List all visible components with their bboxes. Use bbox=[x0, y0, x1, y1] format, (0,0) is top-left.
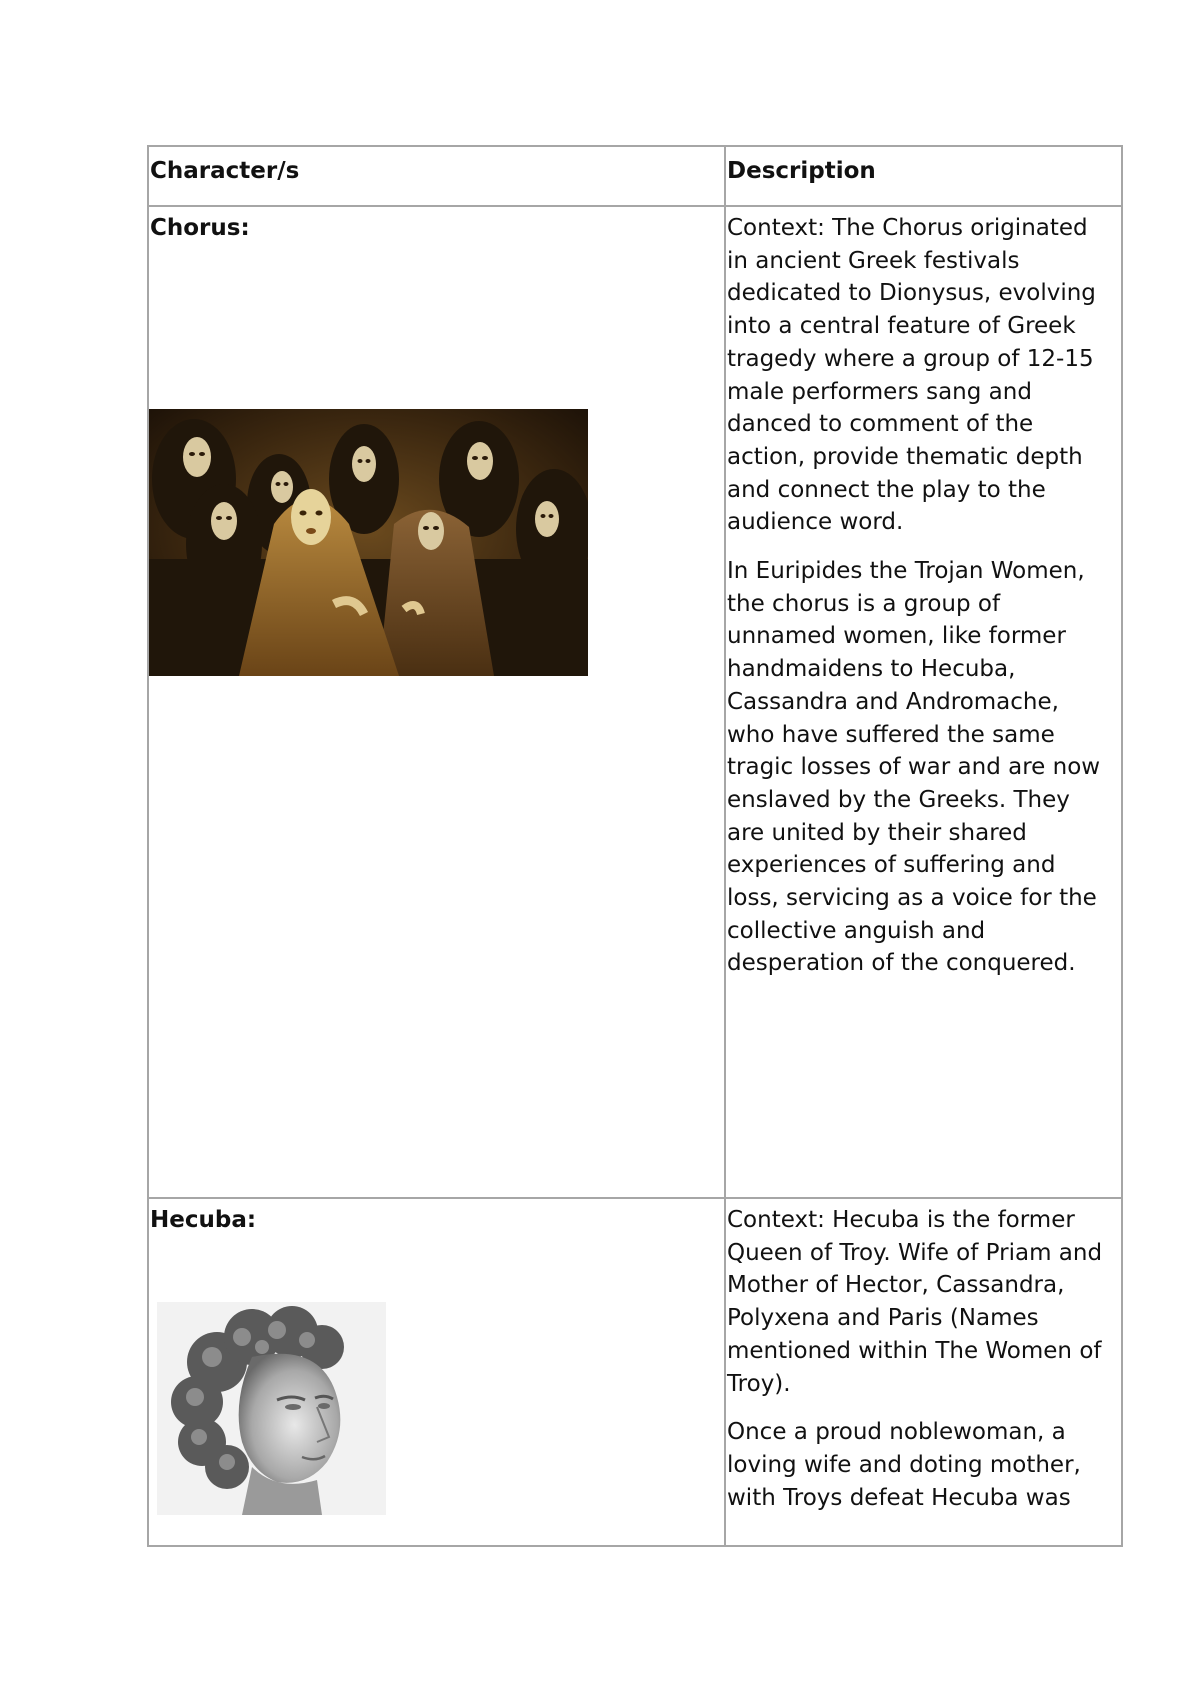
text-line: loss, servicing as a voice for the bbox=[727, 885, 1097, 912]
text-line: audience word. bbox=[727, 509, 904, 536]
text-line: experiences of suffering and bbox=[727, 852, 1056, 879]
text-line: collective anguish and bbox=[727, 917, 986, 944]
text-line: dedicated to Dionysus, evolving bbox=[727, 280, 1096, 307]
chorus-context-paragraph bbox=[727, 212, 1121, 539]
text-line: loving wife and doting mother, bbox=[727, 1451, 1081, 1478]
header-character: Character/s bbox=[150, 158, 300, 184]
row-divider bbox=[149, 1197, 1121, 1199]
text-line: Queen of Troy. Wife of Priam and bbox=[727, 1239, 1103, 1266]
text-line: Context: The Chorus originated bbox=[727, 215, 1088, 241]
text-line: male performers sang and bbox=[727, 378, 1032, 405]
text-line: in ancient Greek festivals bbox=[727, 247, 1020, 274]
text-line: with Troys defeat Hecuba was bbox=[727, 1484, 1071, 1511]
hecuba-photo bbox=[157, 1302, 386, 1515]
text-line: the chorus is a group of bbox=[727, 590, 1001, 617]
column-divider bbox=[724, 147, 726, 1545]
chorus-photo bbox=[149, 409, 588, 676]
text-line: action, provide thematic depth bbox=[727, 443, 1083, 470]
text-line: tragedy where a group of 12-15 bbox=[727, 345, 1094, 372]
text-line: desperation of the conquered. bbox=[727, 950, 1076, 977]
text-line: enslaved by the Greeks. They bbox=[727, 786, 1070, 813]
character-table bbox=[147, 145, 1123, 1547]
hecuba-background-paragraph bbox=[727, 1416, 1121, 1514]
text-line: Mother of Hector, Cassandra, bbox=[727, 1272, 1065, 1299]
text-line: In Euripides the Trojan Women, bbox=[727, 558, 1085, 585]
text-line: Troy). bbox=[727, 1370, 791, 1397]
character-name-hecuba: Hecuba: bbox=[150, 1207, 257, 1233]
text-line: mentioned within The Women of bbox=[727, 1337, 1102, 1364]
character-name-chorus: Chorus: bbox=[150, 215, 250, 241]
chorus-role-paragraph bbox=[727, 555, 1121, 980]
hecuba-description bbox=[727, 1204, 1121, 1514]
row-divider bbox=[149, 205, 1121, 207]
text-line: into a central feature of Greek bbox=[727, 313, 1076, 340]
text-line: Polyxena and Paris (Names bbox=[727, 1305, 1039, 1332]
text-line: unnamed women, like former bbox=[727, 623, 1066, 650]
hecuba-context-paragraph bbox=[727, 1204, 1121, 1400]
text-line: Context: Hecuba is the former bbox=[727, 1207, 1075, 1233]
text-line: Cassandra and Andromache, bbox=[727, 688, 1059, 715]
header-description: Description bbox=[727, 158, 876, 184]
text-line: Once a proud noblewoman, a bbox=[727, 1419, 1066, 1446]
text-line: tragic losses of war and are now bbox=[727, 754, 1101, 781]
text-line: are united by their shared bbox=[727, 819, 1027, 846]
text-line: and connect the play to the bbox=[727, 476, 1046, 503]
text-line: danced to comment of the bbox=[727, 411, 1034, 438]
chorus-description bbox=[727, 212, 1121, 980]
text-line: who have suffered the same bbox=[727, 721, 1055, 748]
text-line: handmaidens to Hecuba, bbox=[727, 656, 1016, 683]
